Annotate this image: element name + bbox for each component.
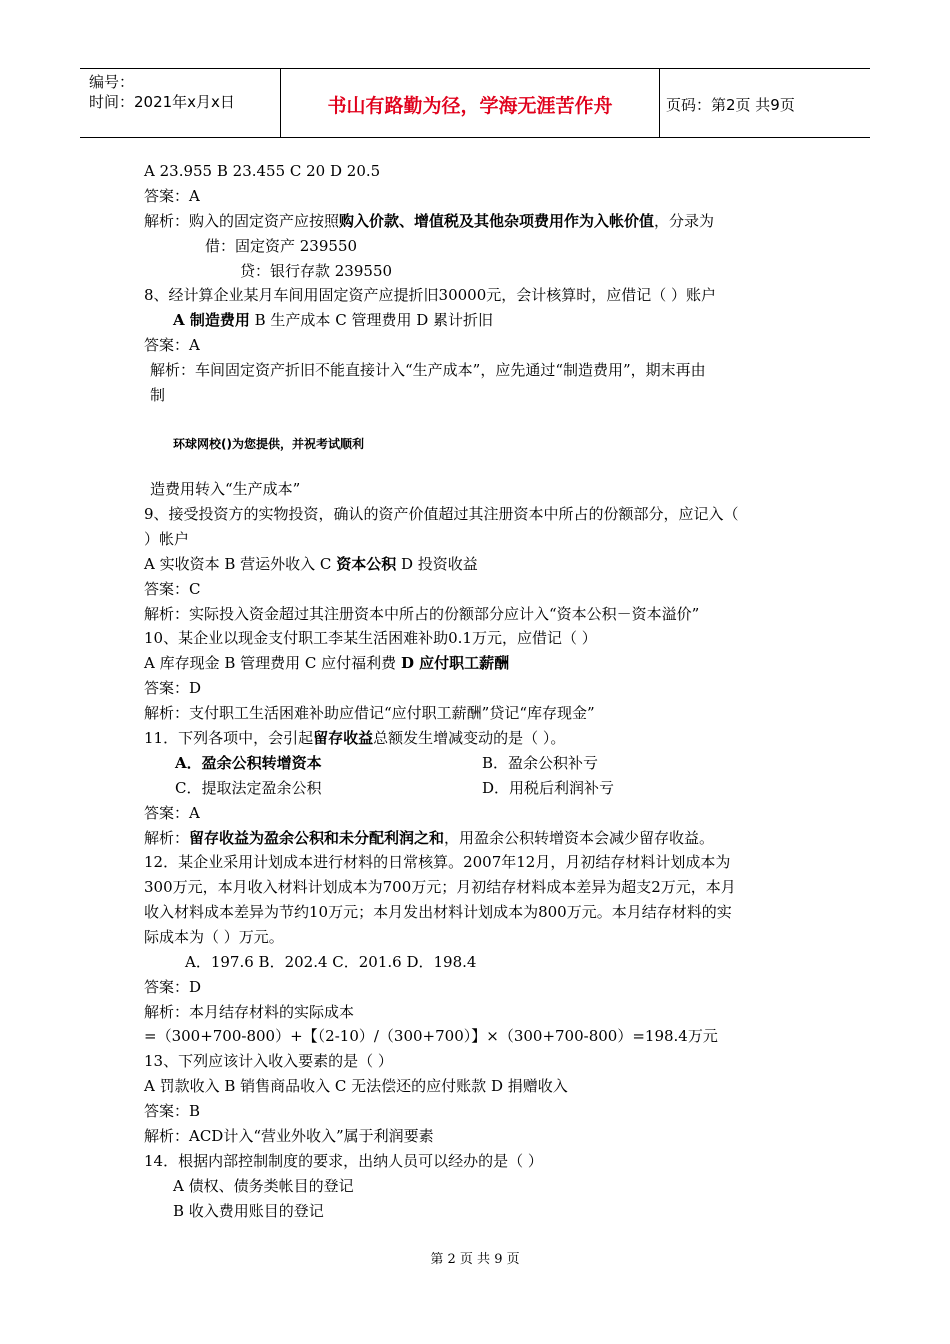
text-line: [144, 286, 716, 304]
text-segment: =（300+700-800）+【（2-10）/（300+700）】×（300+700-800）=198.4万元: [144, 1027, 718, 1045]
text-line: [144, 1003, 354, 1021]
text-line: [144, 212, 714, 230]
text-line: [144, 928, 284, 946]
page-header: [80, 68, 870, 138]
text-segment: 解析：购入的固定资产应按照: [144, 212, 340, 230]
bold-text: A 制造费用: [173, 311, 250, 329]
header-motto: 书山有路勤为径，学海无涯苦作舟: [327, 95, 613, 117]
source-note: 环球网校()为您提供，并祝考试顺利: [173, 437, 364, 451]
text-line: [144, 336, 200, 354]
bold-text: 留存收益为盈余公积和未分配利润之和: [189, 829, 445, 847]
text-segment: 答案：C: [144, 580, 201, 598]
text-segment: 答案：D: [144, 679, 202, 697]
text-segment: 14．根据内部控制制度的要求，出纳人员可以经办的是（ ）: [144, 1152, 543, 1170]
text-line: [144, 1152, 543, 1170]
text-line: [240, 262, 392, 280]
text-line: [173, 311, 493, 329]
text-segment: 10、某企业以现金支付职工李某生活困难补助0.1万元，应借记（ ）: [144, 629, 597, 647]
header-info-cell: [80, 69, 281, 137]
text-segment: 8、经计算企业某月车间用固定资产应提折旧30000元，会计核算时，应借记（ ）账户: [144, 286, 717, 304]
text-line: [144, 679, 201, 697]
text-segment: 解析：ACD计入“营业外收入”属于利润要素: [144, 1127, 434, 1145]
text-segment: 解析：本月结存材料的实际成本: [144, 1003, 355, 1021]
text-line: [144, 804, 200, 822]
text-segment: A 罚款收入 B 销售商品收入 C 无法偿还的应付账款 D 捐赠收入: [144, 1077, 568, 1095]
text-line: [144, 1027, 718, 1045]
text-segment: D 投资收益: [396, 555, 478, 573]
text-line: [144, 978, 201, 996]
text-line: [144, 530, 189, 548]
text-line: [144, 187, 200, 205]
text-segment: A 债权、债务类帐目的登记: [173, 1177, 354, 1195]
page-footer: 第 2 页 共 9 页: [430, 1252, 520, 1267]
text-line: [205, 237, 357, 255]
text-line: [150, 480, 300, 498]
text-line: [175, 779, 321, 797]
text-line: [173, 1202, 324, 1220]
text-segment: ，用盈余公积转增资本会减少留存收益。: [444, 829, 715, 847]
text-segment: 13、下列应该计入收入要素的是（ ）: [144, 1052, 393, 1070]
text-line: [144, 1052, 393, 1070]
text-line: [144, 704, 595, 722]
text-segment: 贷：银行存款 239550: [240, 262, 393, 280]
text-segment: B 生产成本 C 管理费用 D 累计折旧: [249, 311, 494, 329]
text-segment: B．盈余公积补亏: [482, 754, 599, 772]
text-segment: 解析：支付职工生活困难补助应借记“应付职工薪酬”贷记“库存现金”: [144, 704, 595, 722]
text-line: [482, 779, 614, 797]
text-line: [144, 1077, 568, 1095]
text-segment: 12．某企业采用计划成本进行材料的日常核算。2007年12月，月初结存材料计划成本为: [144, 853, 731, 871]
text-segment: ，分录为: [654, 212, 715, 230]
header-page-label: 页码：第2页 共9页: [666, 96, 795, 114]
text-segment: 借：固定资产 239550: [205, 237, 358, 255]
text-line: [144, 629, 597, 647]
text-line: [144, 1102, 200, 1120]
bold-text: 资本公积: [336, 555, 397, 573]
text-segment: 解析：: [144, 829, 190, 847]
text-segment: 解析：实际投入资金超过其注册资本中所占的份额部分应计入“资本公积－资本溢价”: [144, 605, 700, 623]
text-segment: D．用税后利润补亏: [482, 779, 615, 797]
text-line: [144, 162, 380, 180]
text-line: [144, 729, 565, 747]
text-segment: A 23.955 B 23.455 C 20 D 20.5: [144, 162, 381, 180]
text-line: [175, 754, 322, 772]
text-segment: B 收入费用账目的登记: [173, 1202, 324, 1220]
text-segment: 答案：A: [144, 336, 200, 354]
text-segment: 收入材料成本差异为节约10万元；本月发出材料计划成本为800万元。本月结存材料的实: [144, 903, 732, 921]
text-segment: 300万元，本月收入材料计划成本为700万元；月初结存材料成本差异为超支2万元，本月: [144, 878, 736, 896]
text-line: [150, 386, 165, 404]
doc-number-label: 编号：: [89, 73, 135, 91]
text-line: [144, 853, 730, 871]
text-segment: 总额发生增减变动的是（ ）。: [373, 729, 566, 747]
bold-text: 留存收益: [313, 729, 374, 747]
text-line: [144, 580, 200, 598]
text-line: [144, 605, 699, 623]
text-line: [150, 361, 706, 379]
text-line: [173, 1177, 354, 1195]
text-segment: C．提取法定盈余公积: [175, 779, 322, 797]
text-segment: A 库存现金 B 管理费用 C 应付福利费: [144, 654, 401, 672]
text-line: [144, 654, 509, 672]
text-segment: 际成本为（ ）万元。: [144, 928, 284, 946]
text-segment: A 实收资本 B 营运外收入 C: [144, 555, 337, 573]
text-segment: 11．下列各项中，会引起: [144, 729, 314, 747]
text-segment: 制: [150, 386, 166, 404]
text-line: [144, 555, 478, 573]
bold-text: A．盈余公积转增资本: [175, 754, 322, 772]
text-line: [144, 903, 732, 921]
text-line: [482, 754, 598, 772]
text-segment: 答案：B: [144, 1102, 201, 1120]
text-segment: 9、接受投资方的实物投资，确认的资产价值超过其注册资本中所占的份额部分，应记入（: [144, 505, 739, 523]
text-segment: 造费用转入“生产成本”: [150, 480, 301, 498]
text-line: [144, 878, 736, 896]
text-line: [185, 953, 476, 971]
text-segment: 答案：D: [144, 978, 202, 996]
header-page-cell: [660, 69, 870, 137]
bold-text: 购入价款、增值税及其他杂项费用作为入帐价值: [339, 212, 655, 230]
text-line: [144, 829, 714, 847]
text-segment: A．197.6 B．202.4 C．201.6 D．198.4: [185, 953, 477, 971]
text-line: [144, 1127, 434, 1145]
text-segment: ）帐户: [144, 530, 190, 548]
bold-text: D 应付职工薪酬: [400, 654, 510, 672]
text-segment: 解析：车间固定资产折旧不能直接计入“生产成本”，应先通过“制造费用”，期末再由: [150, 361, 706, 379]
doc-time-label: 时间：2021年x月x日: [89, 93, 235, 111]
text-segment: 答案：A: [144, 187, 200, 205]
text-line: [144, 505, 739, 523]
header-motto-cell: [281, 69, 660, 137]
text-segment: 答案：A: [144, 804, 200, 822]
